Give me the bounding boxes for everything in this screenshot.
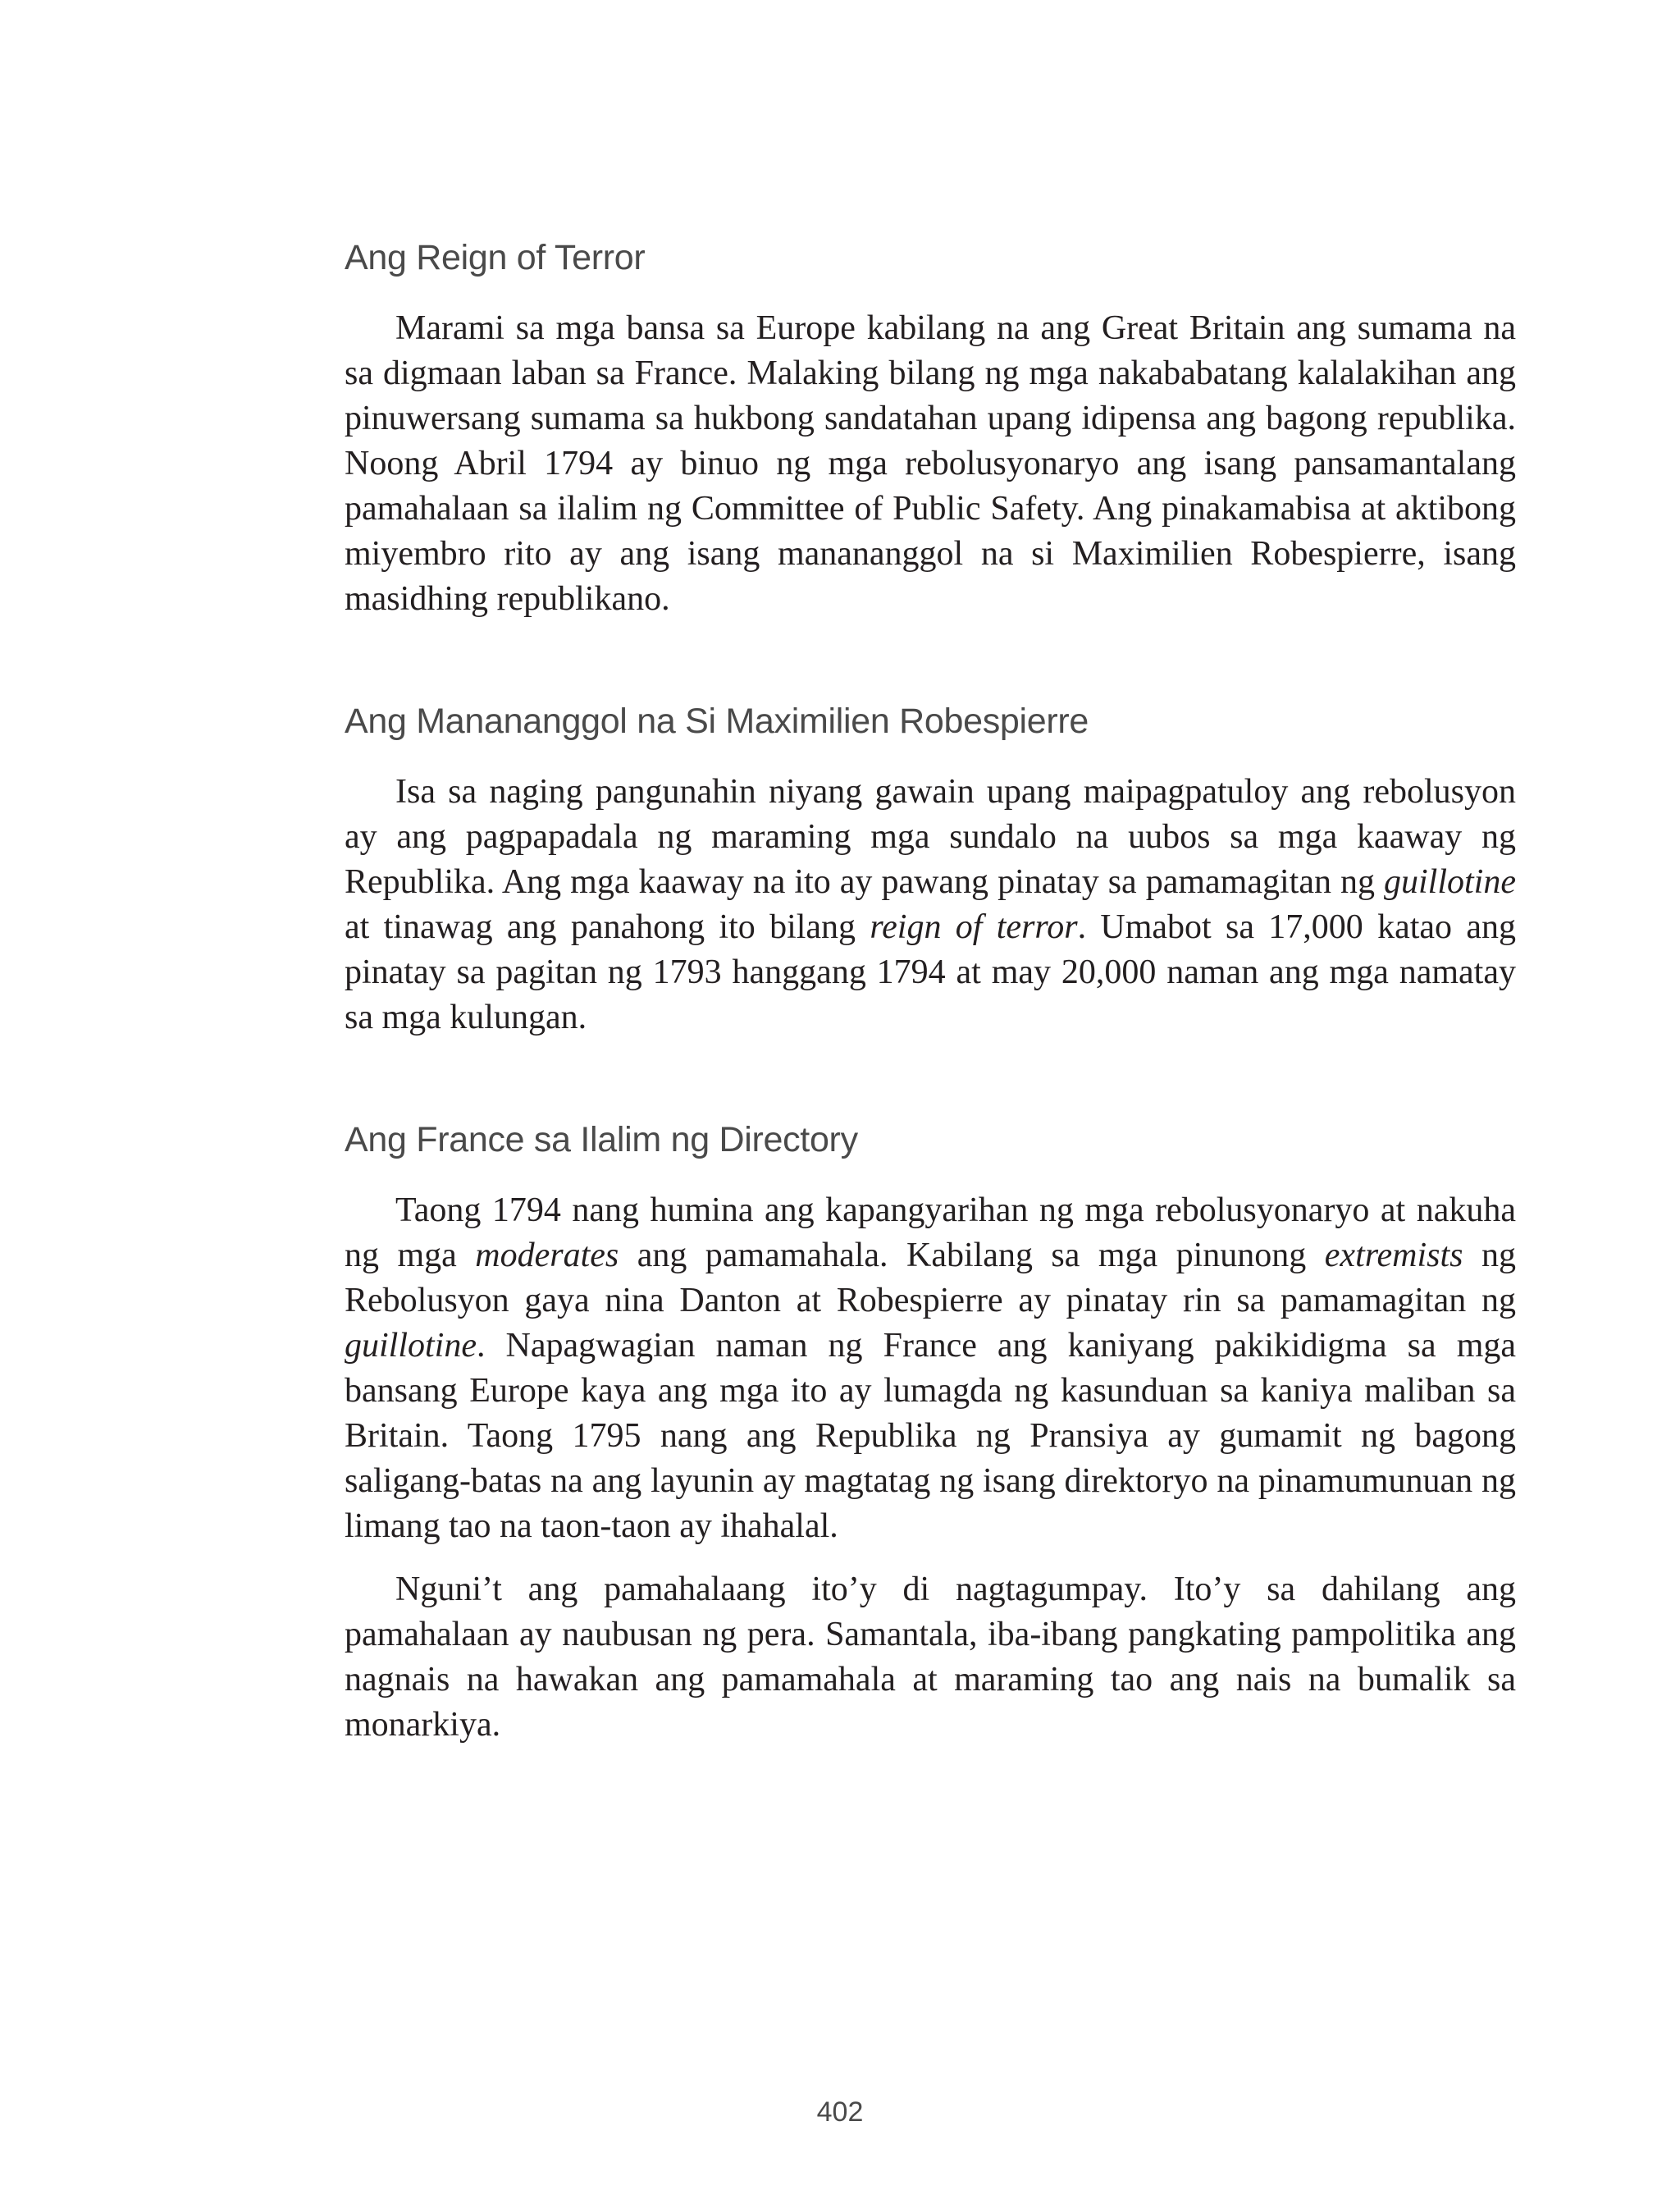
section-reign-of-terror xyxy=(345,232,1516,622)
text-run: Isa sa naging pangunahin niyang gawain upang maipagpatuloy ang rebolusyon ay ang pagpapadala ng maraming mga sundalo na uubos sa mga kaaway ng Republika. Ang mga kaaway na ito ay pawang pinatay sa pamamagitan ng xyxy=(345,773,1516,901)
italic-term: extremists xyxy=(1324,1237,1463,1274)
text-run: Marami sa mga bansa sa Europe kabilang na ang Great Britain ang sumama na sa digmaan laban sa France. Malaking bilang ng mga nakababatang kalalakihan ang pinuwersang sumama sa hukbong sandatahan upang idipensa ang bagong republika. Noong Abril 1794 ay binuo ng mga rebolusyonaryo ang isang pansamantalang pamahalaan sa ilalim ng Committee of Public Safety. Ang pinakamabisa at aktibong miyembro rito ay ang isang manananggol na si Maximilien Robespierre, isang masidhing republikano. xyxy=(345,309,1516,618)
paragraph xyxy=(345,1567,1516,1748)
text-run: . Napagwagian naman ng France ang kaniyang pakikidigma sa mga bansang Europe kaya ang mga ito ay lumagda ng kasunduan sa kaniya maliban sa Britain. Taong 1795 nang ang Republika ng Pransiya ay gumamit ng bagong saligang-batas na ang layunin ay magtatag ng isang direktoryo na pinamumunuan ng limang tao na taon-taon ay ihahalal. xyxy=(345,1327,1516,1545)
page-content xyxy=(345,232,1516,1748)
paragraph xyxy=(345,770,1516,1040)
text-run: Taong 1794 nang humina ang kapangyarihan ng mga rebolusyonaryo at nakuha ng mga xyxy=(345,1191,1516,1274)
italic-term: guillotine xyxy=(345,1327,477,1365)
text-run: at tinawag ang panahong ito bilang xyxy=(345,908,870,946)
section-robespierre xyxy=(345,696,1516,1040)
italic-term: guillotine xyxy=(1384,863,1516,901)
italic-term: moderates xyxy=(475,1237,619,1274)
text-run: . Umabot sa 17,000 katao ang pinatay sa pagitan ng 1793 hanggang 1794 at may 20,000 naman ang mga namatay sa mga kulungan. xyxy=(345,908,1517,1036)
text-run: ang pamamahala. Kabilang sa mga pinunong xyxy=(619,1237,1325,1274)
section-heading: Ang Reign of Terror xyxy=(345,238,646,277)
section-heading: Ang France sa Ilalim ng Directory xyxy=(345,1120,858,1159)
italic-term: reign of terror xyxy=(870,908,1078,946)
text-run: Nguni’t ang pamahalaang ito’y di nagtagumpay. Ito’y sa dahilang ang pamahalaan ay naubusan ng pera. Samantala, iba-ibang pangkating pampolitika ang nagnais na hawakan ang pamamahala at maraming tao ang nais na bumalik sa monarkiya. xyxy=(345,1570,1516,1744)
section-directory xyxy=(345,1114,1516,1748)
paragraph xyxy=(345,1188,1516,1549)
page-number: 402 xyxy=(816,2096,864,2128)
paragraph xyxy=(345,306,1516,622)
text-run: ng Rebolusyon gaya nina Danton at Robespierre ay pinatay rin sa pamamagitan ng xyxy=(345,1237,1516,1319)
section-heading: Ang Manananggol na Si Maximilien Robespierre xyxy=(345,702,1089,741)
